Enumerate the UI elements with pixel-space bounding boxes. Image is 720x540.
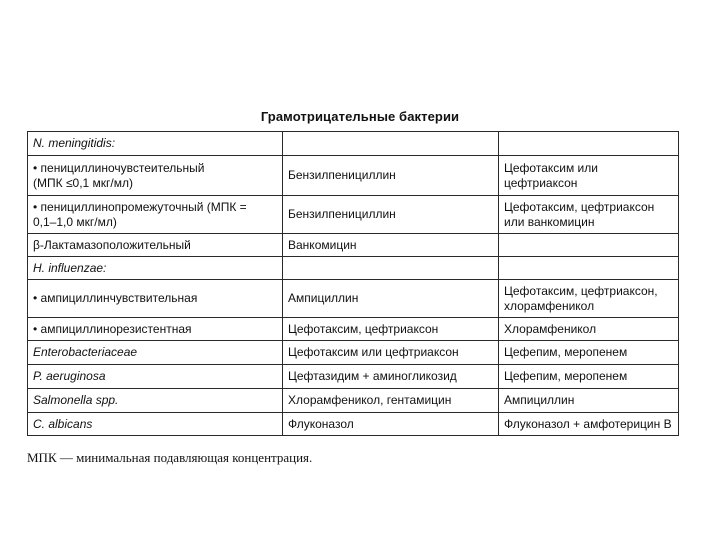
- first-choice-cell: Цефтазидим + аминогликозид: [283, 365, 499, 389]
- table-row: [28, 318, 679, 341]
- organism-cell: N. meningitidis:: [28, 132, 283, 156]
- first-choice-cell: [283, 132, 499, 156]
- table-row: [28, 280, 679, 318]
- table-row: [28, 234, 679, 257]
- organism-cell: β-Лактамазоположительный: [28, 234, 283, 257]
- antibiotics-table: [27, 131, 679, 436]
- table-row: [28, 389, 679, 413]
- table-body: [28, 132, 679, 436]
- organism-cell: • ампициллинчувствительная: [28, 280, 283, 318]
- footnote: МПК — минимальная подавляющая концентрация.: [27, 450, 313, 465]
- first-choice-cell: Цефотаксим или цефтриаксон: [283, 341, 499, 365]
- alternative-cell: Цефепим, меропенем: [499, 341, 679, 365]
- table-row: [28, 365, 679, 389]
- first-choice-cell: Цефотаксим, цефтриаксон: [283, 318, 499, 341]
- alternative-cell: Цефотаксим или цефтриаксон: [499, 156, 679, 196]
- first-choice-cell: [283, 257, 499, 280]
- alternative-cell: [499, 234, 679, 257]
- first-choice-cell: Флуконазол: [283, 413, 499, 436]
- organism-cell: P. aeruginosa: [28, 365, 283, 389]
- table-row: [28, 156, 679, 196]
- organism-cell: • пенициллинопромежуточный (МПК = 0,1–1,0 мкг/мл): [28, 196, 283, 234]
- first-choice-cell: Хлорамфеникол, гентамицин: [283, 389, 499, 413]
- alternative-cell: Цефотаксим, цефтриаксон или ванкомицин: [499, 196, 679, 234]
- organism-cell: • пенициллиночувстеительный (МПК ≤0,1 мкг/мл): [28, 156, 283, 196]
- table-caption: Грамотрицательные бактерии: [260, 109, 460, 124]
- organism-cell: H. influenzae:: [28, 257, 283, 280]
- table-row: [28, 132, 679, 156]
- first-choice-cell: Бензилпенициллин: [283, 196, 499, 234]
- alternative-cell: Хлорамфеникол: [499, 318, 679, 341]
- table-row: [28, 257, 679, 280]
- first-choice-cell: Бензилпенициллин: [283, 156, 499, 196]
- alternative-cell: [499, 132, 679, 156]
- first-choice-cell: Ванкомицин: [283, 234, 499, 257]
- alternative-cell: Флуконазол + амфотерицин В: [499, 413, 679, 436]
- alternative-cell: Цефотаксим, цефтриаксон, хлорамфеникол: [499, 280, 679, 318]
- organism-cell: Enterobacteriaceae: [28, 341, 283, 365]
- alternative-cell: Ампициллин: [499, 389, 679, 413]
- first-choice-cell: Ампициллин: [283, 280, 499, 318]
- organism-cell: C. albicans: [28, 413, 283, 436]
- table-row: [28, 196, 679, 234]
- table-row: [28, 341, 679, 365]
- alternative-cell: [499, 257, 679, 280]
- alternative-cell: Цефепим, меропенем: [499, 365, 679, 389]
- organism-cell: Salmonella spp.: [28, 389, 283, 413]
- organism-cell: • ампициллинорезистентная: [28, 318, 283, 341]
- table-row: [28, 413, 679, 436]
